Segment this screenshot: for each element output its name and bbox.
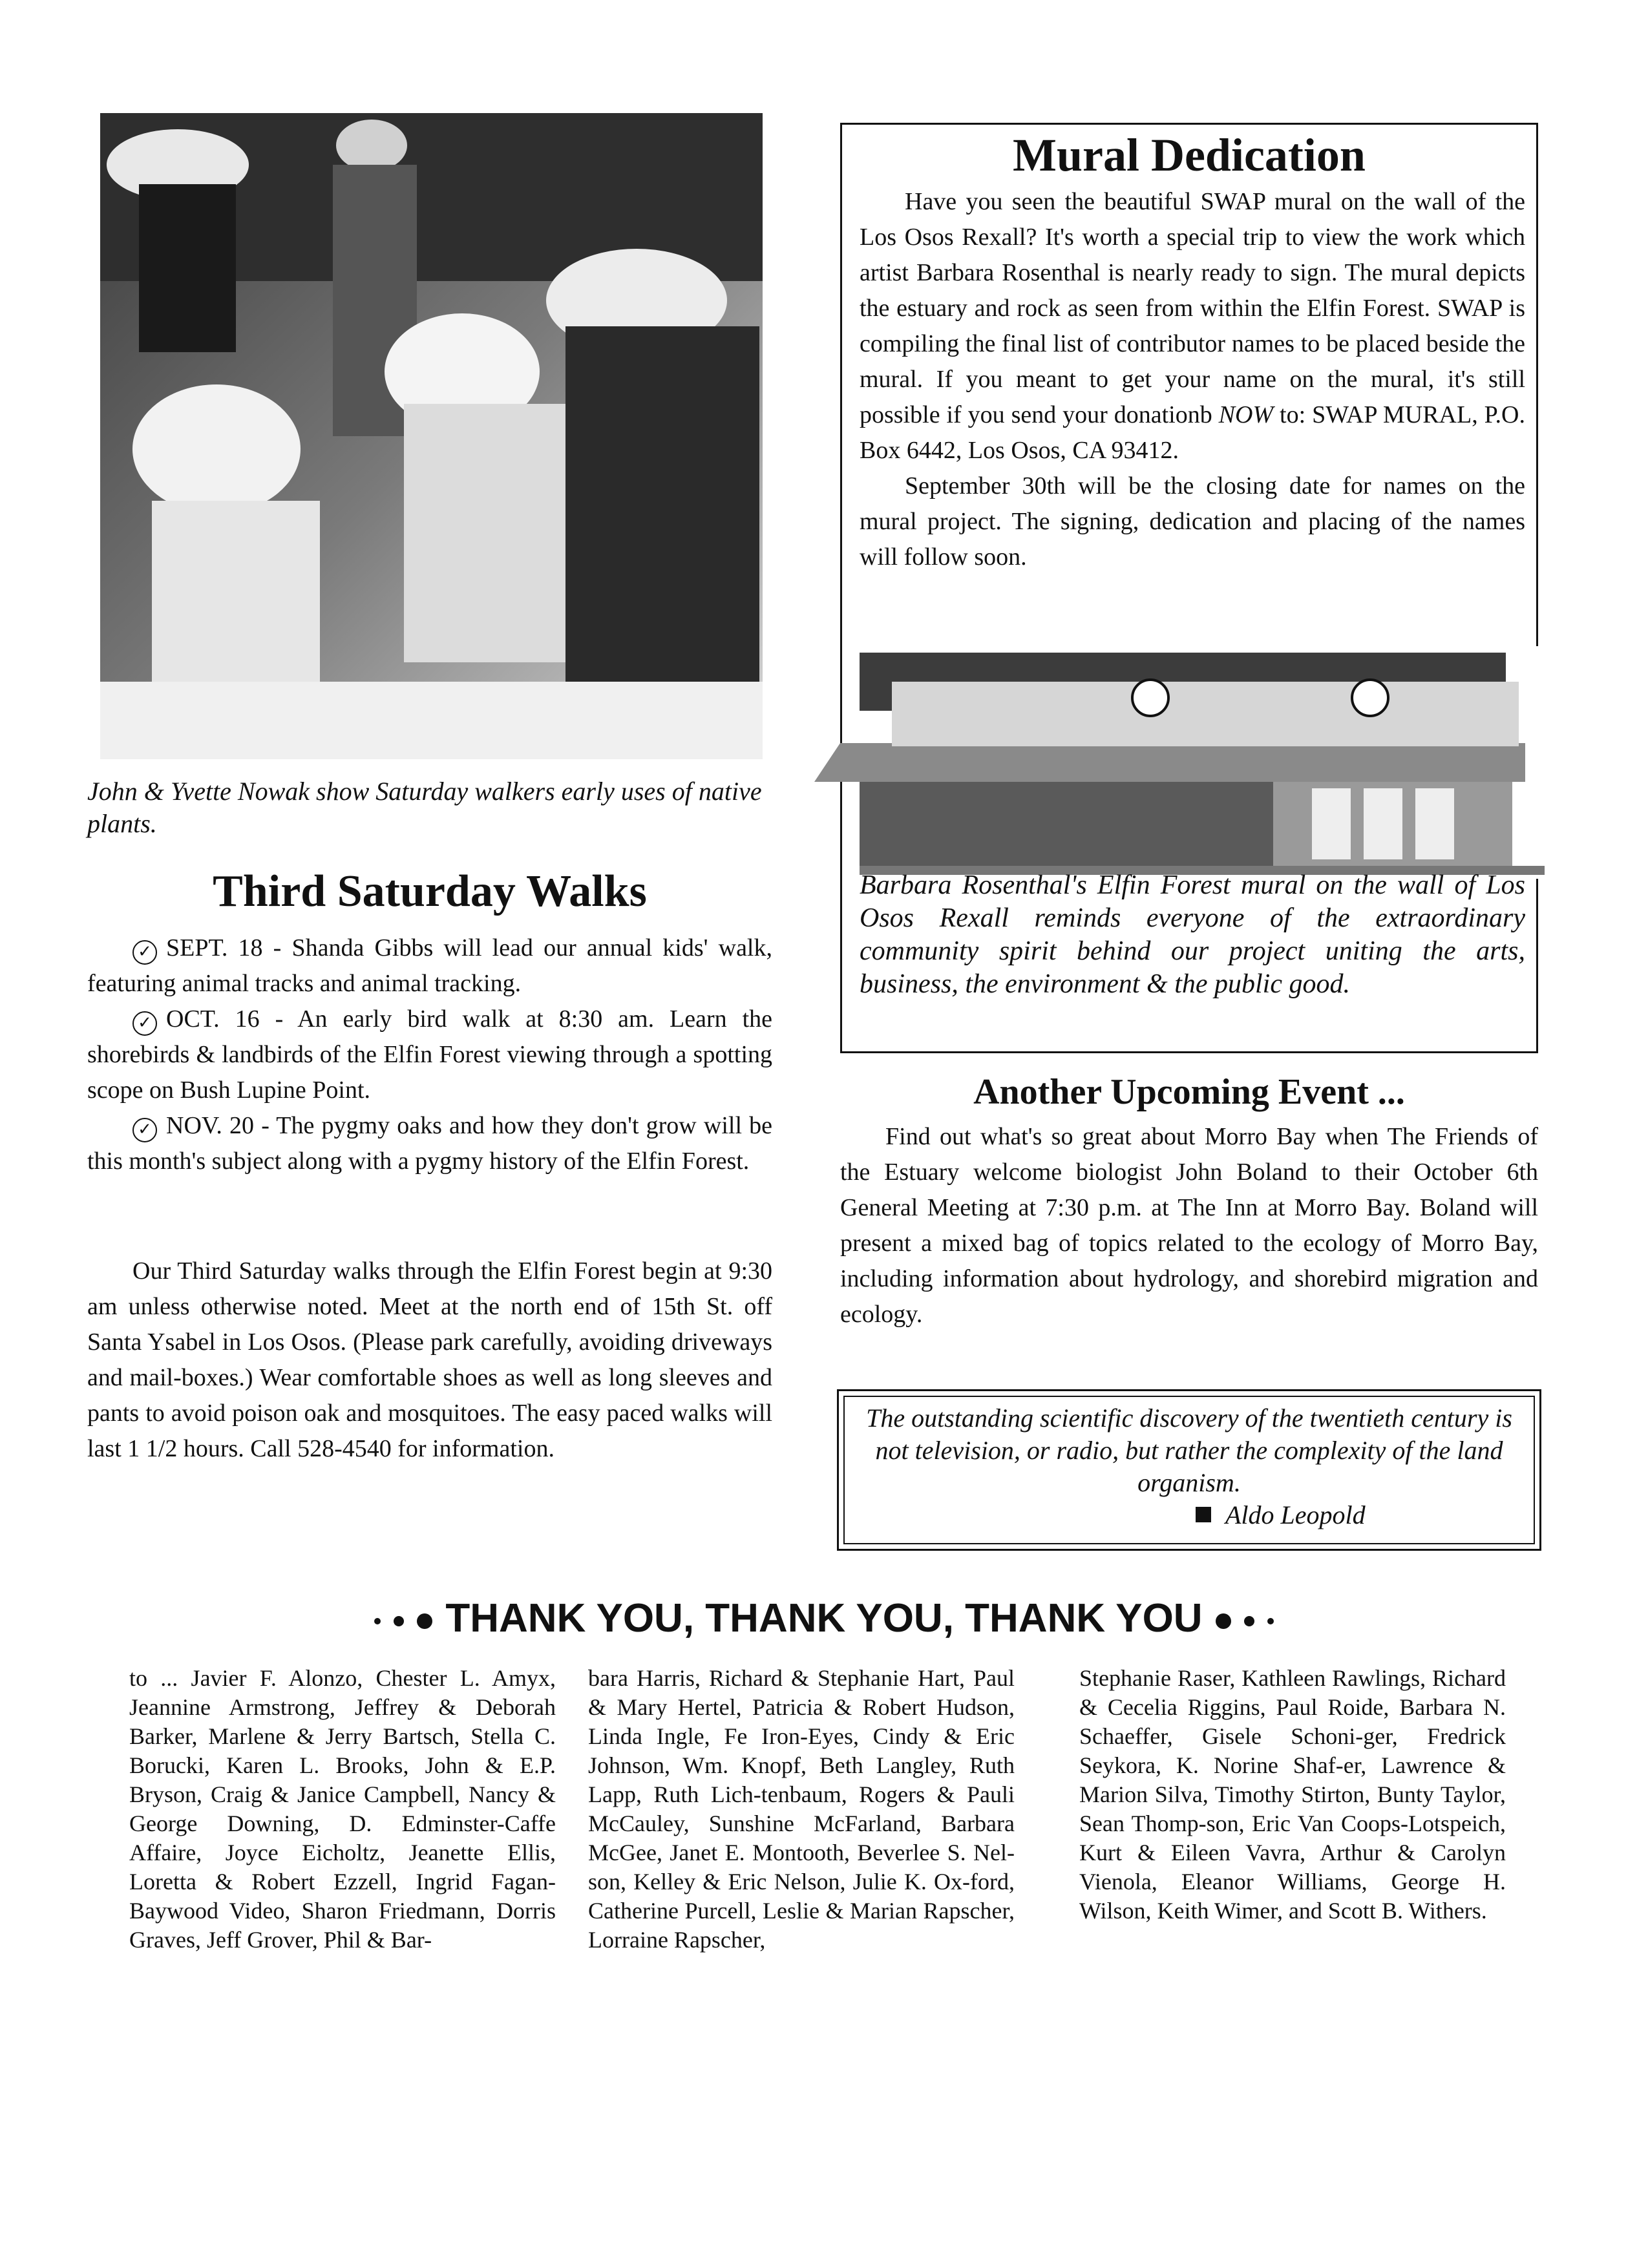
- mural-text-emphasis: NOW: [1218, 401, 1274, 428]
- dot-icon: [1244, 1616, 1254, 1626]
- mural-photo-caption: Barbara Rosenthal's Elfin Forest mural on the wall of Los Osos Rexall reminds everyone of the extraordinary community spirit behind our project uniting the arts, business, the environment & the public good.: [860, 870, 1525, 999]
- quote-text: The outstanding scientific discovery of the twentieth century is not television, or radio, but rather the complexity of the land organism.: [866, 1403, 1512, 1497]
- walks-info: [87, 1254, 772, 1467]
- check-icon: ✓: [132, 1011, 157, 1036]
- thanks-column-1: to ... Javier F. Alonzo, Chester L. Amyx, Jeannine Armstrong, Jeffrey & Deborah Barker, Marlene & Jerry Bartsch, Stella C. Borucki, Karen L. Brooks, John & E.P. Bryson, Craig & Janice Campbell, Nancy & George Downing, D. Edminster-Caffe Affaire, Joyce Eicholtz, Jeanette Ellis, Loretta & Robert Ezzell, Ingrid Fagan-Baywood Video, Sharon Friedmann, Dorris Graves, Jeff Grover, Phil & Bar-: [129, 1665, 556, 1953]
- dot-icon: [1267, 1618, 1274, 1624]
- thanks-heading: [97, 1593, 1551, 1644]
- mural-paragraph-2: September 30th will be the closing date for names on the mural project. The signing, dedication and placing of the names will follow soon.: [860, 472, 1525, 571]
- mural-article: [860, 184, 1525, 575]
- walks-title: Third Saturday Walks: [213, 866, 647, 916]
- event-article: [840, 1119, 1538, 1332]
- thanks-column-3: Stephanie Raser, Kathleen Rawlings, Richard & Cecelia Riggins, Paul Roide, Barbara N. Schaeffer, Gisele Schoni-ger, Fredrick Seykora, K. Norine Shaf-er, Lawrence & Marion Silva, Timothy Stirton, Bunty Taylor, Sean Thomp-son, Eric Van Coops-Lotspeich, Kurt & Eileen Vavra, Arthur & Carolyn Vienola, Eleanor Williams, George H. Wilson, Keith Wimer, and Scott B. Withers.: [1079, 1665, 1506, 1924]
- thanks-heading-text: THANK YOU, THANK YOU, THANK YOU: [445, 1596, 1203, 1641]
- walk-item-sept: [87, 930, 772, 1002]
- quote-author-name: Aldo Leopold: [1225, 1500, 1366, 1529]
- walks-info-text: Our Third Saturday walks through the Elfin Forest begin at 9:30 am unless otherwise noted. Meet at the north end of 15th St. off Santa Ysabel in Los Osos. (Please park carefully, avoiding driveways and mail-boxes.) Wear comfortable shoes as well as long sleeves and pants to avoid poison oak and mosquitoes. The easy paced walks will last 1 1/2 hours. Call 528-4540 for information.: [87, 1257, 772, 1462]
- square-bullet-icon: [1196, 1507, 1211, 1522]
- rexall-mural-photo: [814, 646, 1545, 879]
- dot-icon: [1216, 1613, 1231, 1629]
- dot-icon: [394, 1616, 404, 1626]
- mural-text-b: to: SWAP MURAL, P.O. Box 6442, Los Osos, CA 93412.: [860, 401, 1525, 464]
- walks-schedule: [87, 930, 772, 1179]
- walk-item-text: OCT. 16 - An early bird walk at 8:30 am. Learn the shorebirds & landbirds of the Elfin Forest viewing through a spotting scope on Bush Lupine Point.: [87, 1005, 772, 1104]
- walk-item-nov: [87, 1108, 772, 1179]
- check-icon: ✓: [132, 940, 157, 965]
- walk-item-oct: [87, 1002, 772, 1108]
- walk-item-text: NOV. 20 - The pygmy oaks and how they don't grow will be this month's subject along with a pygmy history of the Elfin Forest.: [87, 1112, 772, 1175]
- quote-author: [1196, 1499, 1519, 1531]
- dot-icon: [417, 1613, 432, 1629]
- walkers-photo: [100, 113, 763, 759]
- mural-paragraph-1: [860, 184, 1525, 468]
- walkers-photo-caption: John & Yvette Nowak show Saturday walkers early uses of native plants.: [87, 777, 762, 838]
- mural-title: Mural Dedication: [1013, 129, 1366, 181]
- dot-icon: [374, 1618, 381, 1624]
- event-text: Find out what's so great about Morro Bay when The Friends of the Estuary welcome biologist John Boland to their October 6th General Meeting at 7:30 p.m. at The Inn at Morro Bay. Boland will present a mixed bag of topics related to the ecology of Morro Bay, including information about hydrology, and shorebird migration and ecology.: [840, 1123, 1538, 1328]
- walk-item-text: SEPT. 18 - Shanda Gibbs will lead our annual kids' walk, featuring animal tracks and animal tracking.: [87, 934, 772, 997]
- mural-text-a: Have you seen the beautiful SWAP mural on the wall of the Los Osos Rexall? It's worth a special trip to view the work which artist Barbara Rosenthal is nearly ready to sign. The mural depicts the estuary and rock as seen from within the Elfin Forest. SWAP is compiling the final list of contributor names to be placed beside the mural. If you meant to get your name on the mural, it's still possible if you send your donationb: [860, 188, 1525, 428]
- event-title: Another Upcoming Event ...: [973, 1072, 1405, 1112]
- thanks-column-2: bara Harris, Richard & Stephanie Hart, Paul & Mary Hertel, Patricia & Robert Hudson, Linda Ingle, Fe Iron-Eyes, Cindy & Eric Johnson, Wm. Knopf, Beth Langley, Ruth Lapp, Ruth Lich-tenbaum, Rogers & Pauli McCauley, Sunshine McFarland, Barbara McGee, Janet E. Montooth, Beverlee S. Nel-son, Kelley & Eric Nelson, Julie K. Ox-ford, Catherine Purcell, Leslie & Marian Rapscher, Lorraine Rapscher,: [588, 1665, 1015, 1953]
- check-icon: ✓: [132, 1118, 157, 1142]
